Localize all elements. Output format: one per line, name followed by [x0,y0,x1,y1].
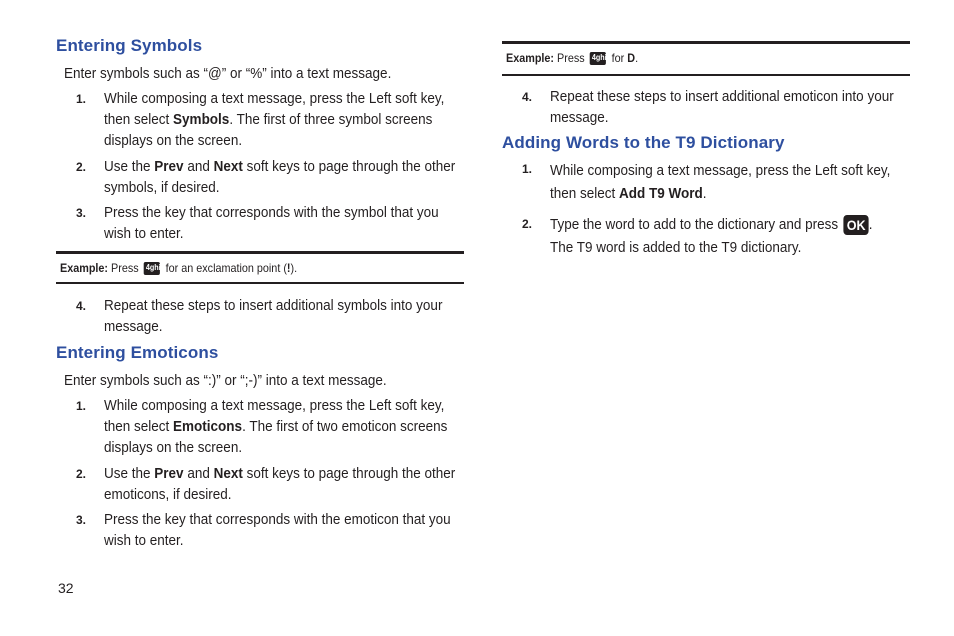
step-number: 1. [76,399,87,413]
symbols-step-1 [104,88,482,151]
emoticons-step-3 [104,509,489,551]
step-text: message. [550,109,609,126]
t9-step-1 [550,158,928,204]
step-number: 2. [76,467,87,481]
heading-entering-emoticons: Entering Emoticons [56,343,219,362]
emoticons-step-4 [550,86,932,128]
symbols-step-3 [104,202,476,244]
step-text: wish to enter. [104,532,184,549]
step-number: 1. [76,92,87,106]
step-text: wish to enter. [104,225,184,242]
ok-key-icon: OK [844,215,869,235]
heading-entering-symbols: Entering Symbols [56,36,203,55]
step-text: While composing a text message, press the Left soft key, [104,90,445,107]
example-box [56,251,464,284]
t9-step-2 [550,212,908,258]
step-text: While composing a text message, press the Left soft key, [550,162,891,179]
step-text: displays on the screen. [104,439,243,456]
step-text: displays on the screen. [104,132,243,149]
step-number: 4. [76,299,87,313]
emoticons-step-1 [104,395,486,458]
page-number: 32 [58,580,74,596]
symbols-intro: Enter symbols such as “@” or “%” into a text message. [64,65,392,82]
step-text: emoticons, if desired. [104,486,232,503]
example-box [502,41,910,76]
step-number: 2. [522,217,533,231]
step-text: Press the key that corresponds with the symbol that you [104,204,439,221]
step-number: 3. [76,513,87,527]
heading-adding-words-t9: Adding Words to the T9 Dictionary [502,133,785,152]
emoticons-step-2 [104,463,494,505]
emoticons-intro: Enter symbols such as “:)” or “;-)” into a text message. [64,372,387,389]
step-text: Use the Prev and Next soft keys to page through the other [104,465,456,482]
step-text: message. [104,318,163,335]
symbols-step-4 [104,295,480,337]
step-text: The T9 word is added to the T9 dictionary. [550,239,802,256]
step-text: then select Add T9 Word. [550,185,707,202]
step-number: 3. [76,206,87,220]
step-text: While composing a text message, press the Left soft key, [104,397,445,414]
key-4-icon [590,52,606,65]
key-4-icon [144,262,160,275]
step-text: then select Emoticons. The first of two emoticon screens [104,418,448,435]
step-text: symbols, if desired. [104,179,220,196]
example-text: Example: Press4ghi for an exclamation point (!). [60,261,297,275]
step-text: Use the Prev and Next soft keys to page through the other [104,158,456,175]
step-text: Repeat these steps to insert additional symbols into your [104,297,443,314]
step-number: 2. [76,160,87,174]
symbols-step-2 [104,156,494,198]
example-text: Example: Press4ghi for D. [506,51,638,65]
step-number: 1. [522,162,533,176]
step-text: Press the key that corresponds with the emoticon that you [104,511,451,528]
step-text: then select Symbols. The first of three symbol screens [104,111,433,128]
step-text: Type the word to add to the dictionary and press OK . [550,216,873,234]
step-text: Repeat these steps to insert additional emoticon into your [550,88,894,105]
step-number: 4. [522,90,533,104]
